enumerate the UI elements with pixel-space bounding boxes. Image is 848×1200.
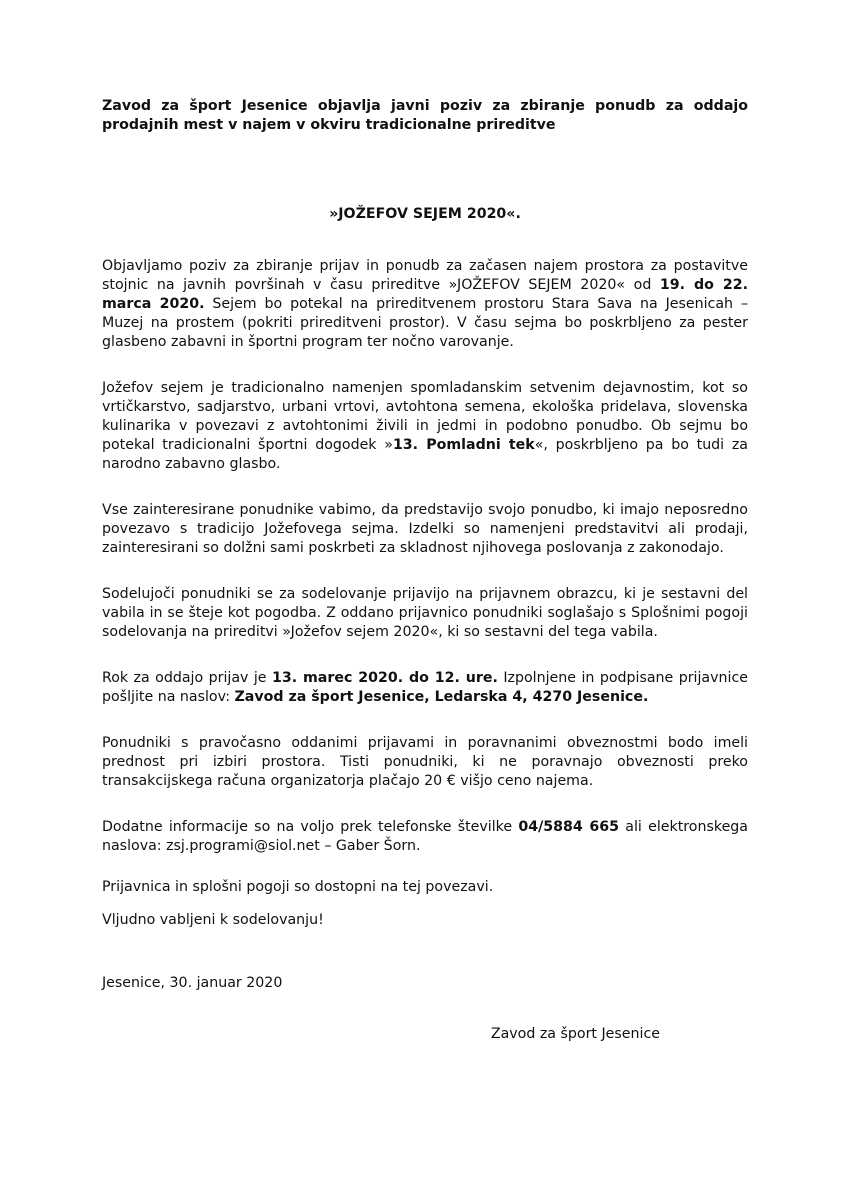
- date-line: Jesenice, 30. januar 2020: [102, 975, 283, 991]
- paragraph-intro-text-2: Sejem bo potekal na prireditvenem prostoru Stara Sava na Jesenicah – Muzej na prostem (pokriti prireditveni prostor). V času sejma bo poskrbljeno za pester glasbeno zabavni in športni program ter nočno varovanje.: [102, 296, 749, 350]
- paragraph-deadline-address: Zavod za šport Jesenice, Ledarska 4, 4270 Jesenice.: [234, 689, 649, 705]
- paragraph-application: Sodelujoči ponudniki se za sodelovanje prijavijo na prijavnem obrazcu, ki je sestavni del vabila in se šteje kot pogodba. Z oddano prijavnico ponudniki soglašajo s Splošnimi pogoji sodelovanja na prireditvi »Jožefov sejem 2020«, ki so sestavni del tega vabila.: [102, 586, 748, 640]
- paragraph-links: Prijavnica in splošni pogoji so dostopni na tej povezavi.: [102, 879, 494, 895]
- paragraph-closing: Vljudno vabljeni k sodelovanju!: [102, 912, 324, 928]
- paragraph-fair-text-2: «, poskrbljeno pa bo tudi za narodno zabavno glasbo.: [102, 437, 748, 472]
- paragraph-fair-description: [102, 379, 748, 474]
- paragraph-intro-dates: 19. do 22. marca 2020.: [102, 277, 748, 312]
- paragraph-deadline-date: 13. marec 2020. do 12. ure.: [271, 670, 498, 686]
- event-title: »JOŽEFOV SEJEM 2020«.: [329, 206, 521, 222]
- paragraph-contact-text-2: ali elektronskega naslova: zsj.programi@siol.net – Gaber Šorn.: [102, 819, 749, 854]
- paragraph-deadline-text-2: Izpolnjene in podpisane prijavnice pošljite na naslov:: [102, 670, 748, 705]
- paragraph-contact-phone: 04/5884 665: [518, 819, 620, 835]
- paragraph-fair-event-name: 13. Pomladni tek: [392, 437, 535, 453]
- paragraph-intro-text-1: Objavljamo poziv za zbiranje prijav in ponudb za začasen najem prostora za postavitve stojnic na javnih površinah v času prireditve »JOŽEFOV SEJEM 2020« od: [102, 258, 748, 293]
- paragraph-contact: [102, 818, 748, 856]
- document-page: [102, 97, 748, 1044]
- paragraph-deadline-text-1: Rok za oddajo prijav je: [102, 670, 272, 686]
- document-heading: Zavod za šport Jesenice objavlja javni poziv za zbiranje ponudb za oddajo prodajnih mest v najem v okviru tradicionalne prireditve: [102, 98, 748, 133]
- paragraph-deadline: [102, 669, 748, 707]
- paragraph-invitation: Vse zainteresirane ponudnike vabimo, da predstavijo svojo ponudbo, ki imajo neposredno povezavo s tradicijo Jožefovega sejma. Izdelki so namenjeni predstavitvi ali prodaji, zainteresirani so dolžni sami poskrbeti za skladnost njihovega poslovanja z zakonodajo.: [102, 502, 748, 556]
- paragraph-intro: [102, 257, 748, 352]
- signature: Zavod za šport Jesenice: [490, 1026, 660, 1042]
- paragraph-contact-text-1: Dodatne informacije so na voljo prek telefonske številke: [102, 819, 519, 835]
- paragraph-priority: Ponudniki s pravočasno oddanimi prijavami in poravnanimi obveznostmi bodo imeli prednost pri izbiri prostora. Tisti ponudniki, ki ne poravnajo obveznosti preko transakcijskega računa organizatorja plačajo 20 € višjo ceno najema.: [102, 735, 748, 789]
- paragraph-fair-text-1: Jožefov sejem je tradicionalno namenjen spomladanskim setvenim dejavnostim, kot so vrtičkarstvo, sadjarstvo, urbani vrtovi, avtohtona semena, ekološka pridelava, slovenska kulinarika v povezavi z avtohtonimi živili in jedmi in podobno ponudbo. Ob sejmu bo potekal tradicionalni športni dogodek »: [102, 380, 748, 453]
